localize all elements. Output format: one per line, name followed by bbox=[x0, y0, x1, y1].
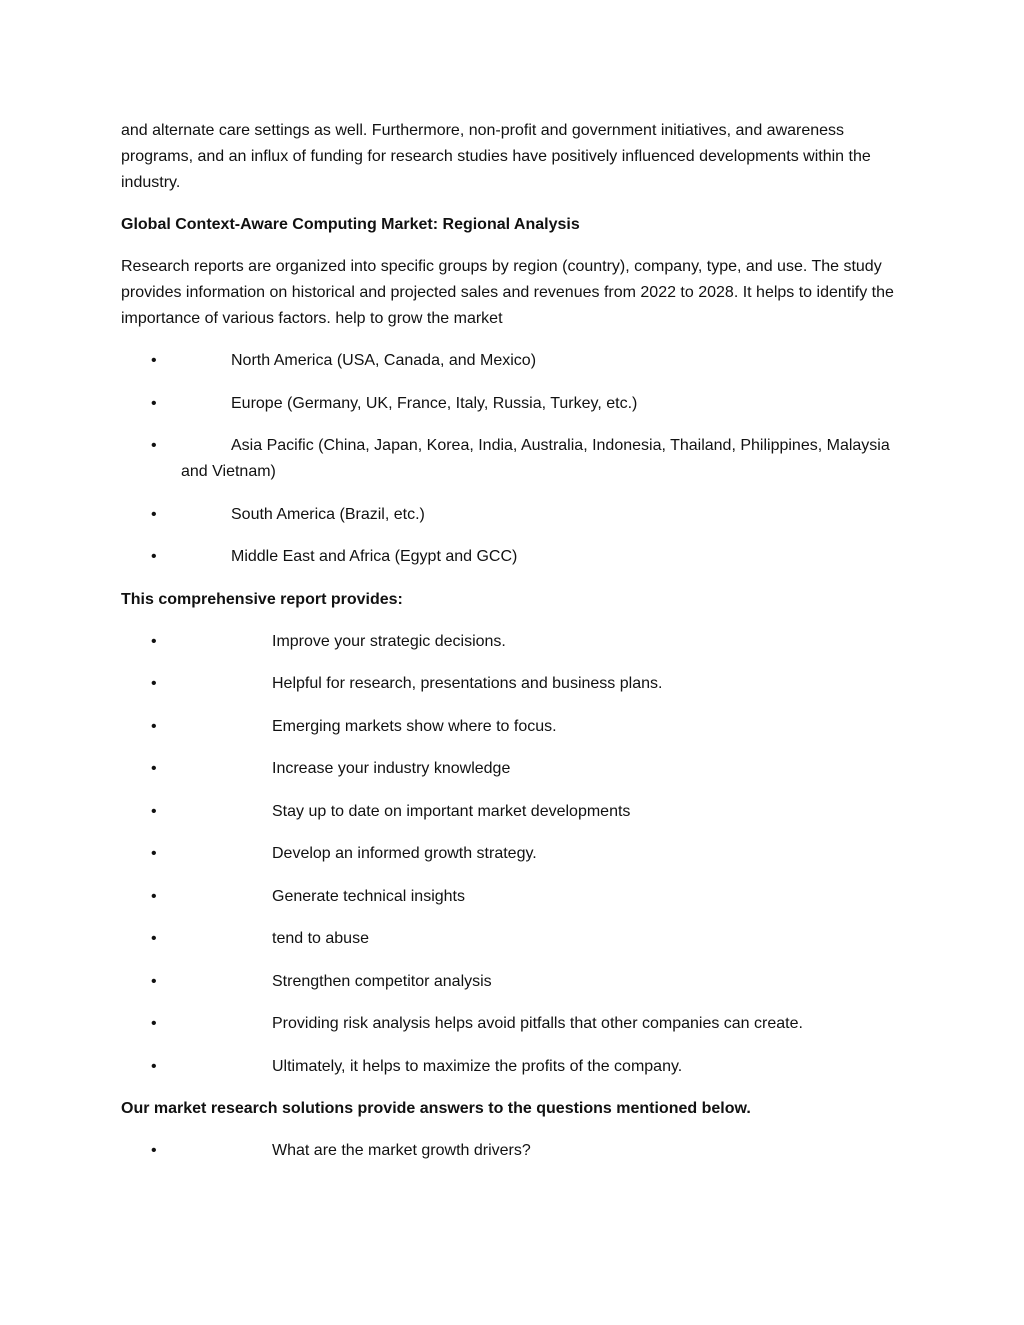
list-item bbox=[121, 1054, 911, 1080]
report-item: Increase your industry knowledge bbox=[272, 760, 511, 777]
list-item bbox=[121, 884, 911, 910]
report-item: Providing risk analysis helps avoid pitfalls that other companies can create. bbox=[272, 1015, 803, 1032]
region-list bbox=[121, 348, 911, 570]
report-item: Ultimately, it helps to maximize the profits of the company. bbox=[272, 1057, 683, 1075]
list-item bbox=[121, 671, 911, 697]
bullet-icon: • bbox=[151, 675, 157, 692]
report-item: Generate technical insights bbox=[272, 887, 465, 905]
report-item: Strengthen competitor analysis bbox=[272, 972, 492, 990]
bullet-icon: • bbox=[151, 505, 157, 523]
list-item bbox=[121, 433, 911, 485]
report-benefits-list bbox=[121, 629, 911, 1080]
list-item bbox=[121, 1011, 911, 1037]
bullet-icon: • bbox=[151, 548, 157, 565]
list-item bbox=[121, 756, 911, 782]
report-item: Stay up to date on important market developments bbox=[272, 802, 631, 820]
bullet-icon: • bbox=[151, 352, 157, 369]
question-item: What are the market growth drivers? bbox=[272, 1142, 531, 1159]
bullet-icon: • bbox=[151, 1142, 157, 1159]
list-item bbox=[121, 799, 911, 825]
bullet-icon: • bbox=[151, 437, 157, 454]
bullet-icon: • bbox=[151, 930, 157, 947]
bullet-icon: • bbox=[151, 887, 157, 905]
regional-analysis-heading: Global Context-Aware Computing Market: Regional Analysis bbox=[121, 216, 580, 233]
list-item bbox=[121, 629, 911, 655]
bullet-icon: • bbox=[151, 394, 157, 412]
bullet-icon: • bbox=[151, 1015, 157, 1032]
bullet-icon: • bbox=[151, 845, 157, 862]
list-item bbox=[121, 1138, 911, 1164]
questions-list bbox=[121, 1138, 911, 1164]
region-item: North America (USA, Canada, and Mexico) bbox=[231, 352, 537, 369]
list-item bbox=[121, 714, 911, 740]
list-item bbox=[121, 502, 911, 528]
bullet-icon: • bbox=[151, 632, 157, 650]
intro-paragraph: and alternate care settings as well. Furthermore, non-profit and government initiatives, and awareness programs, and an influx of funding for research studies have positively influenced developments within the industry. bbox=[121, 122, 871, 191]
list-item bbox=[121, 926, 911, 952]
list-item bbox=[121, 391, 911, 417]
region-item: South America (Brazil, etc.) bbox=[231, 505, 425, 523]
bullet-icon: • bbox=[151, 1057, 157, 1075]
list-item bbox=[121, 348, 911, 374]
document-page bbox=[121, 118, 911, 1181]
bullet-icon: • bbox=[151, 717, 157, 735]
region-item: Asia Pacific (China, Japan, Korea, India, Australia, Indonesia, Thailand, Philippines, Malaysia and Vietnam) bbox=[181, 437, 890, 480]
report-item: Improve your strategic decisions. bbox=[272, 632, 506, 650]
region-item: Europe (Germany, UK, France, Italy, Russia, Turkey, etc.) bbox=[231, 394, 638, 412]
list-item bbox=[121, 544, 911, 570]
questions-heading: Our market research solutions provide answers to the questions mentioned below. bbox=[121, 1100, 751, 1117]
bullet-icon: • bbox=[151, 760, 157, 777]
report-provides-heading: This comprehensive report provides: bbox=[121, 590, 403, 608]
report-item: tend to abuse bbox=[272, 930, 369, 947]
region-item: Middle East and Africa (Egypt and GCC) bbox=[231, 548, 518, 565]
bullet-icon: • bbox=[151, 802, 157, 820]
list-item bbox=[121, 969, 911, 995]
list-item bbox=[121, 841, 911, 867]
report-item: Emerging markets show where to focus. bbox=[272, 717, 557, 735]
regional-paragraph: Research reports are organized into specific groups by region (country), company, type, and use. The study provides information on historical and projected sales and revenues from 2022 to 2028. It helps to identify the importance of various factors. help to grow the market bbox=[121, 258, 894, 327]
report-item: Develop an informed growth strategy. bbox=[272, 845, 537, 862]
report-item: Helpful for research, presentations and business plans. bbox=[272, 675, 663, 692]
bullet-icon: • bbox=[151, 972, 157, 990]
